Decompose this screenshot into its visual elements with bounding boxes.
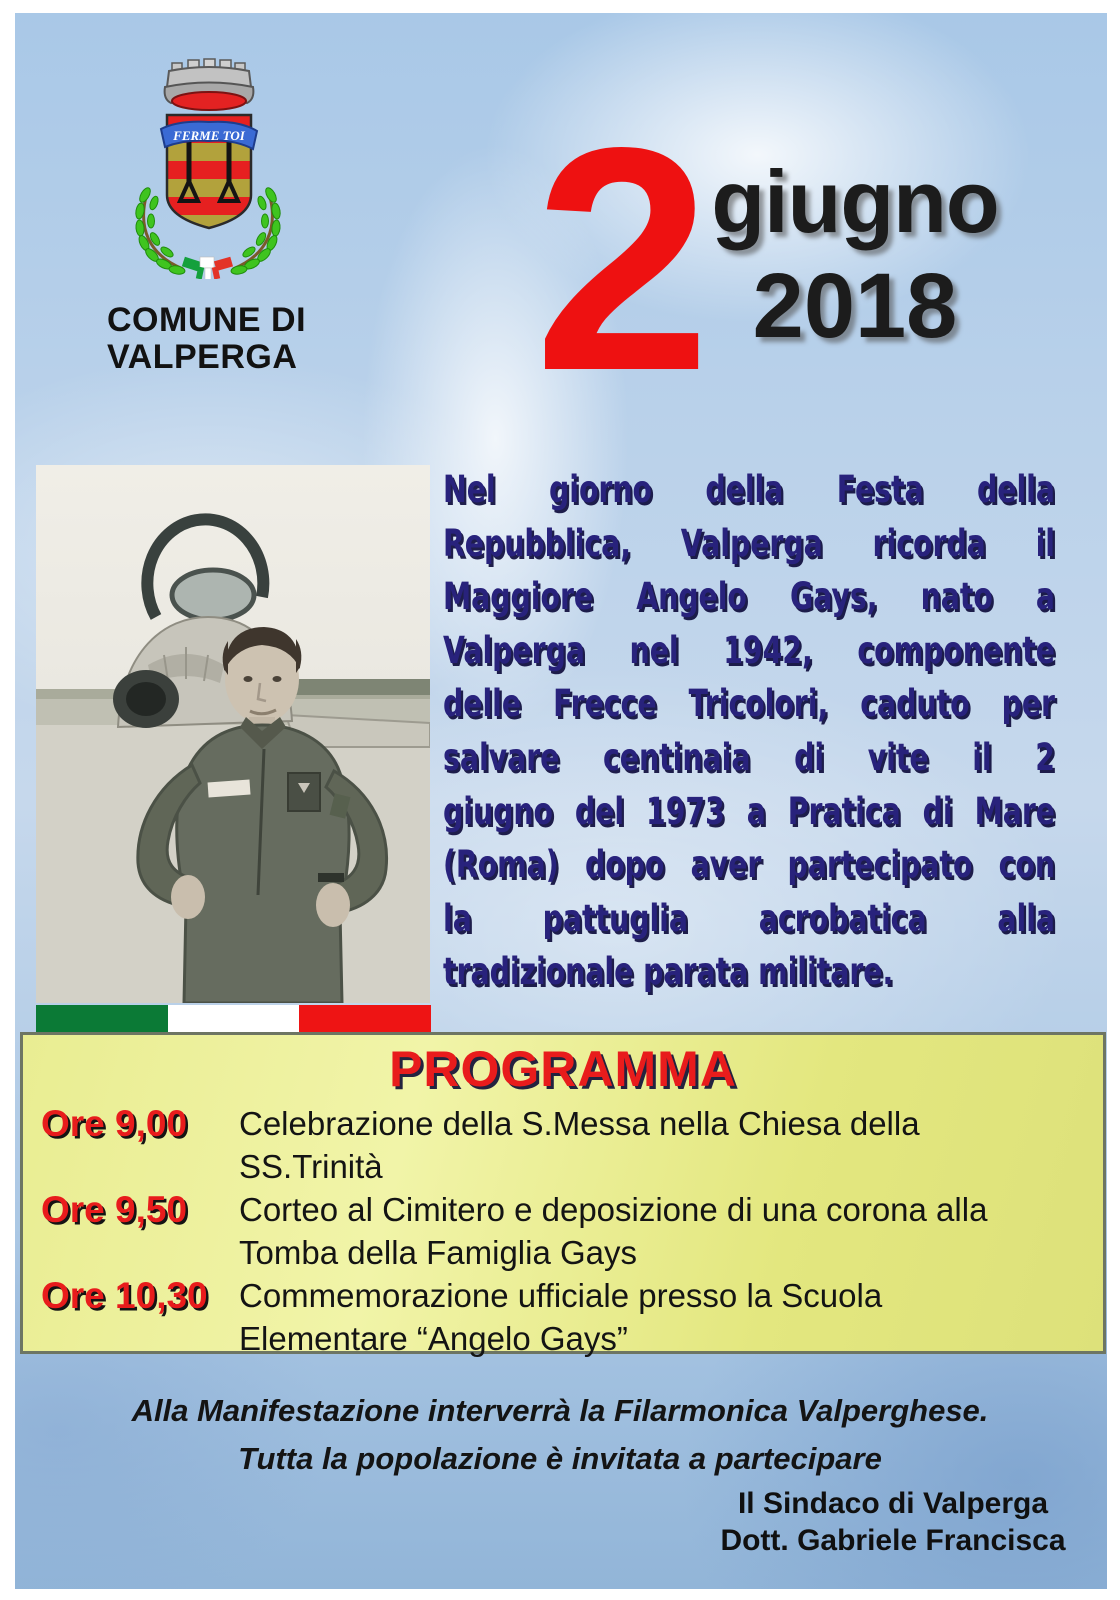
municipality-line2: VALPERGA	[107, 338, 298, 376]
schedule-item	[41, 1102, 1085, 1188]
signature-name: Dott. Gabriele Francisca	[720, 1524, 1066, 1557]
schedule-time: Ore 10,30	[41, 1275, 208, 1316]
schedule-desc-line: Corteo al Cimitero e deposizione di una corona alla	[239, 1191, 988, 1228]
crest-shield	[161, 115, 257, 231]
intro-line: Valperga nel 1942, componente	[443, 628, 1055, 672]
schedule-time: Ore 9,00	[41, 1103, 188, 1144]
intro-paragraph	[443, 463, 1055, 999]
schedule-desc-line: Commemorazione ufficiale presso la Scuola	[239, 1277, 883, 1314]
pilot-photo-scene	[36, 465, 430, 1003]
intro-line: Nel giorno della Festa della	[443, 468, 1055, 511]
intro-line: delle Frecce Tricolori, caduto per	[443, 682, 1055, 726]
date-day: 2	[534, 82, 711, 437]
date-block	[705, 148, 1005, 356]
closing-note	[60, 1387, 1060, 1483]
municipal-crest	[127, 43, 289, 279]
schedule-item	[41, 1274, 1085, 1360]
municipality-name	[107, 302, 306, 376]
intro-line: Maggiore Angelo Gays, nato a	[443, 575, 1055, 619]
schedule-description	[239, 1102, 1085, 1188]
schedule-description	[239, 1188, 1085, 1274]
note-line1: Alla Manifestazione interverrà la Filarmonica Valperghese.	[131, 1393, 989, 1428]
poster-background	[15, 13, 1107, 1589]
intro-line: la pattuglia acrobatica alla	[443, 896, 1055, 940]
date-year: 2018	[752, 255, 958, 357]
crest-motto-text: FERME TOI	[173, 128, 245, 143]
schedule-desc-line: Celebrazione della S.Messa nella Chiesa della	[239, 1105, 920, 1142]
schedule-desc-line: Tomba della Famiglia Gays	[239, 1234, 637, 1271]
intro-line: salvare centinaia di vite il 2	[443, 735, 1055, 779]
intro-line: (Roma) dopo aver partecipato con	[443, 843, 1055, 887]
schedule-time: Ore 9,50	[41, 1189, 188, 1230]
mayor-signature	[663, 1485, 1120, 1559]
schedule-desc-line: Elementare “Angelo Gays”	[239, 1320, 628, 1357]
program-title: PROGRAMMA	[389, 1041, 737, 1097]
program-box	[20, 1032, 1106, 1357]
schedule-description	[239, 1274, 1085, 1360]
schedule-item	[41, 1188, 1085, 1274]
program-schedule	[23, 1098, 1103, 1360]
signature-title: Il Sindaco di Valperga	[737, 1487, 1049, 1520]
intro-line: Repubblica, Valperga ricorda il	[443, 521, 1055, 565]
date-month: giugno	[711, 152, 999, 251]
schedule-desc-line: SS.Trinità	[239, 1148, 383, 1185]
tricolor-ribbon-icon	[182, 257, 233, 279]
intro-line: giugno del 1973 a Pratica di Mare	[443, 789, 1055, 833]
mural-crown-icon	[165, 59, 254, 110]
pilot-photo	[36, 465, 430, 1003]
intro-line: tradizionale parata militare.	[443, 950, 894, 994]
municipality-line1: COMUNE DI	[107, 301, 307, 339]
note-line2: Tutta la popolazione è invitata a partecipare	[238, 1441, 882, 1476]
